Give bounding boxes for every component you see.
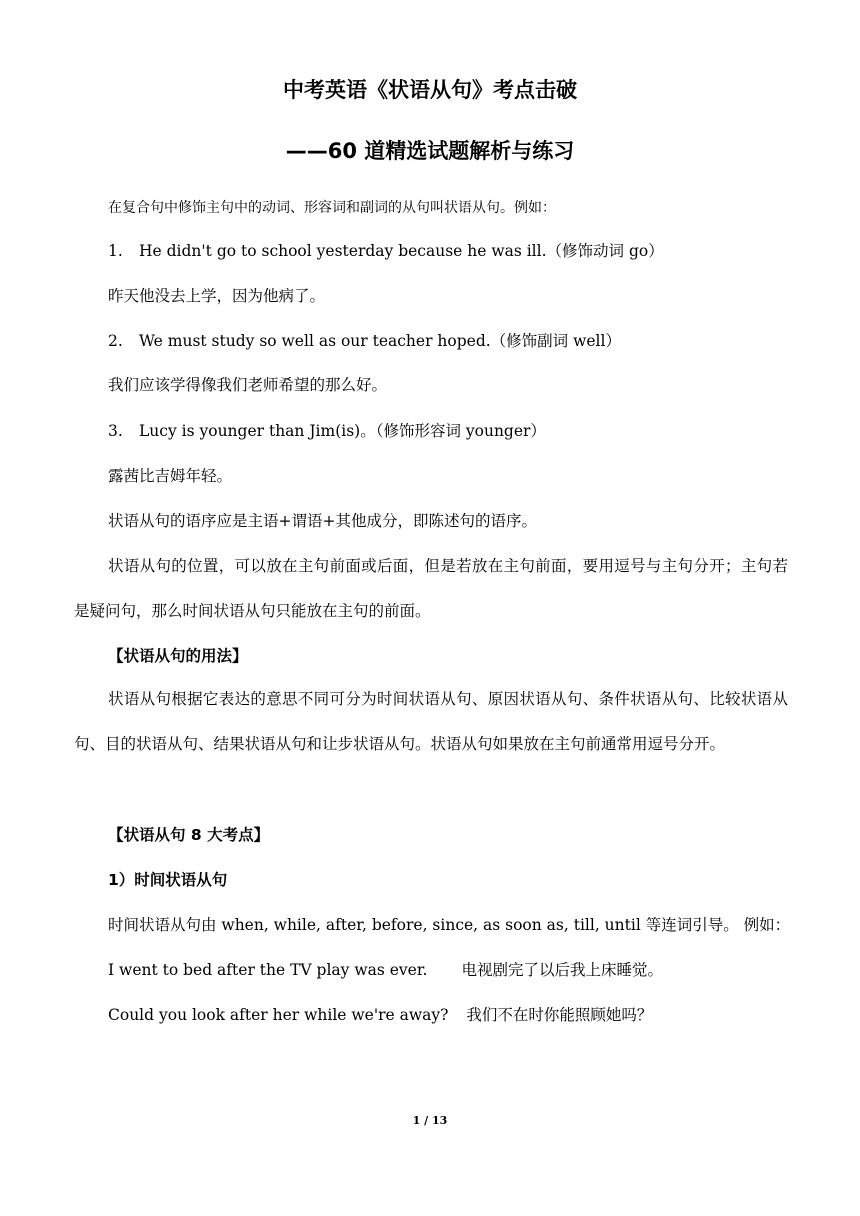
document-subtitle: ——60 道精选试题解析与练习 bbox=[285, 139, 575, 163]
intro-text: 在复合句中修饰主句中的动词、形容词和副词的从句叫状语从句。例如： bbox=[108, 200, 556, 216]
example-sentence: Lucy is younger than Jim(is)。（修饰形容词 younger） bbox=[139, 422, 546, 440]
example-3-cn: 露茜比吉姆年轻。 bbox=[108, 467, 233, 485]
example-sentence: We must study so well as our teacher hoped.（修饰副词 well） bbox=[139, 332, 621, 350]
example-sentence: Could you look after her while we're away? bbox=[108, 1006, 449, 1024]
example-number: 3. bbox=[108, 422, 123, 440]
usage-paragraph: 状语从句根据它表达的意思不同可分为时间状语从句、原因状语从句、条件状语从句、比较状语从句、目的状语从句、结果状语从句和让步状语从句。状语从句如果放在主句前通常用逗号分开。 bbox=[74, 690, 788, 753]
example-translation: 我们不在时你能照顾她吗？ bbox=[466, 1006, 653, 1024]
example-number: 2. bbox=[108, 332, 123, 350]
example-1-cn: 昨天他没去上学，因为他病了。 bbox=[108, 287, 326, 305]
time-clause-heading: 1）时间状语从句 bbox=[108, 871, 228, 889]
points-heading: 【状语从句 8 大考点】 bbox=[108, 826, 270, 844]
example-1-en bbox=[108, 240, 664, 262]
example-2-en bbox=[108, 330, 621, 352]
page-number: 1 / 13 bbox=[412, 1114, 448, 1127]
usage-heading: 【状语从句的用法】 bbox=[108, 647, 248, 665]
example-sentence: I went to bed after the TV play was ever. bbox=[108, 961, 428, 979]
document-title: 中考英语《状语从句》考点击破 bbox=[283, 78, 577, 102]
word-order-text: 状语从句的语序应是主语+谓语+其他成分，即陈述句的语序。 bbox=[108, 512, 537, 530]
time-example-1 bbox=[108, 959, 663, 981]
example-3-en bbox=[108, 420, 546, 442]
time-example-2 bbox=[108, 1004, 652, 1026]
position-paragraph: 状语从句的位置，可以放在主句前面或后面，但是若放在主句前面，要用逗号与主句分开；主句若是疑问句，那么时间状语从句只能放在主句的前面。 bbox=[74, 557, 788, 620]
time-clause-intro: 时间状语从句由 when, while, after, before, since, as soon as, till, until 等连词引导。 例如： bbox=[108, 916, 791, 934]
example-number: 1. bbox=[108, 242, 123, 260]
example-translation: 电视剧完了以后我上床睡觉。 bbox=[461, 961, 663, 979]
example-sentence: He didn't go to school yesterday because he was ill.（修饰动词 go） bbox=[139, 242, 664, 260]
example-2-cn: 我们应该学得像我们老师希望的那么好。 bbox=[108, 376, 388, 394]
